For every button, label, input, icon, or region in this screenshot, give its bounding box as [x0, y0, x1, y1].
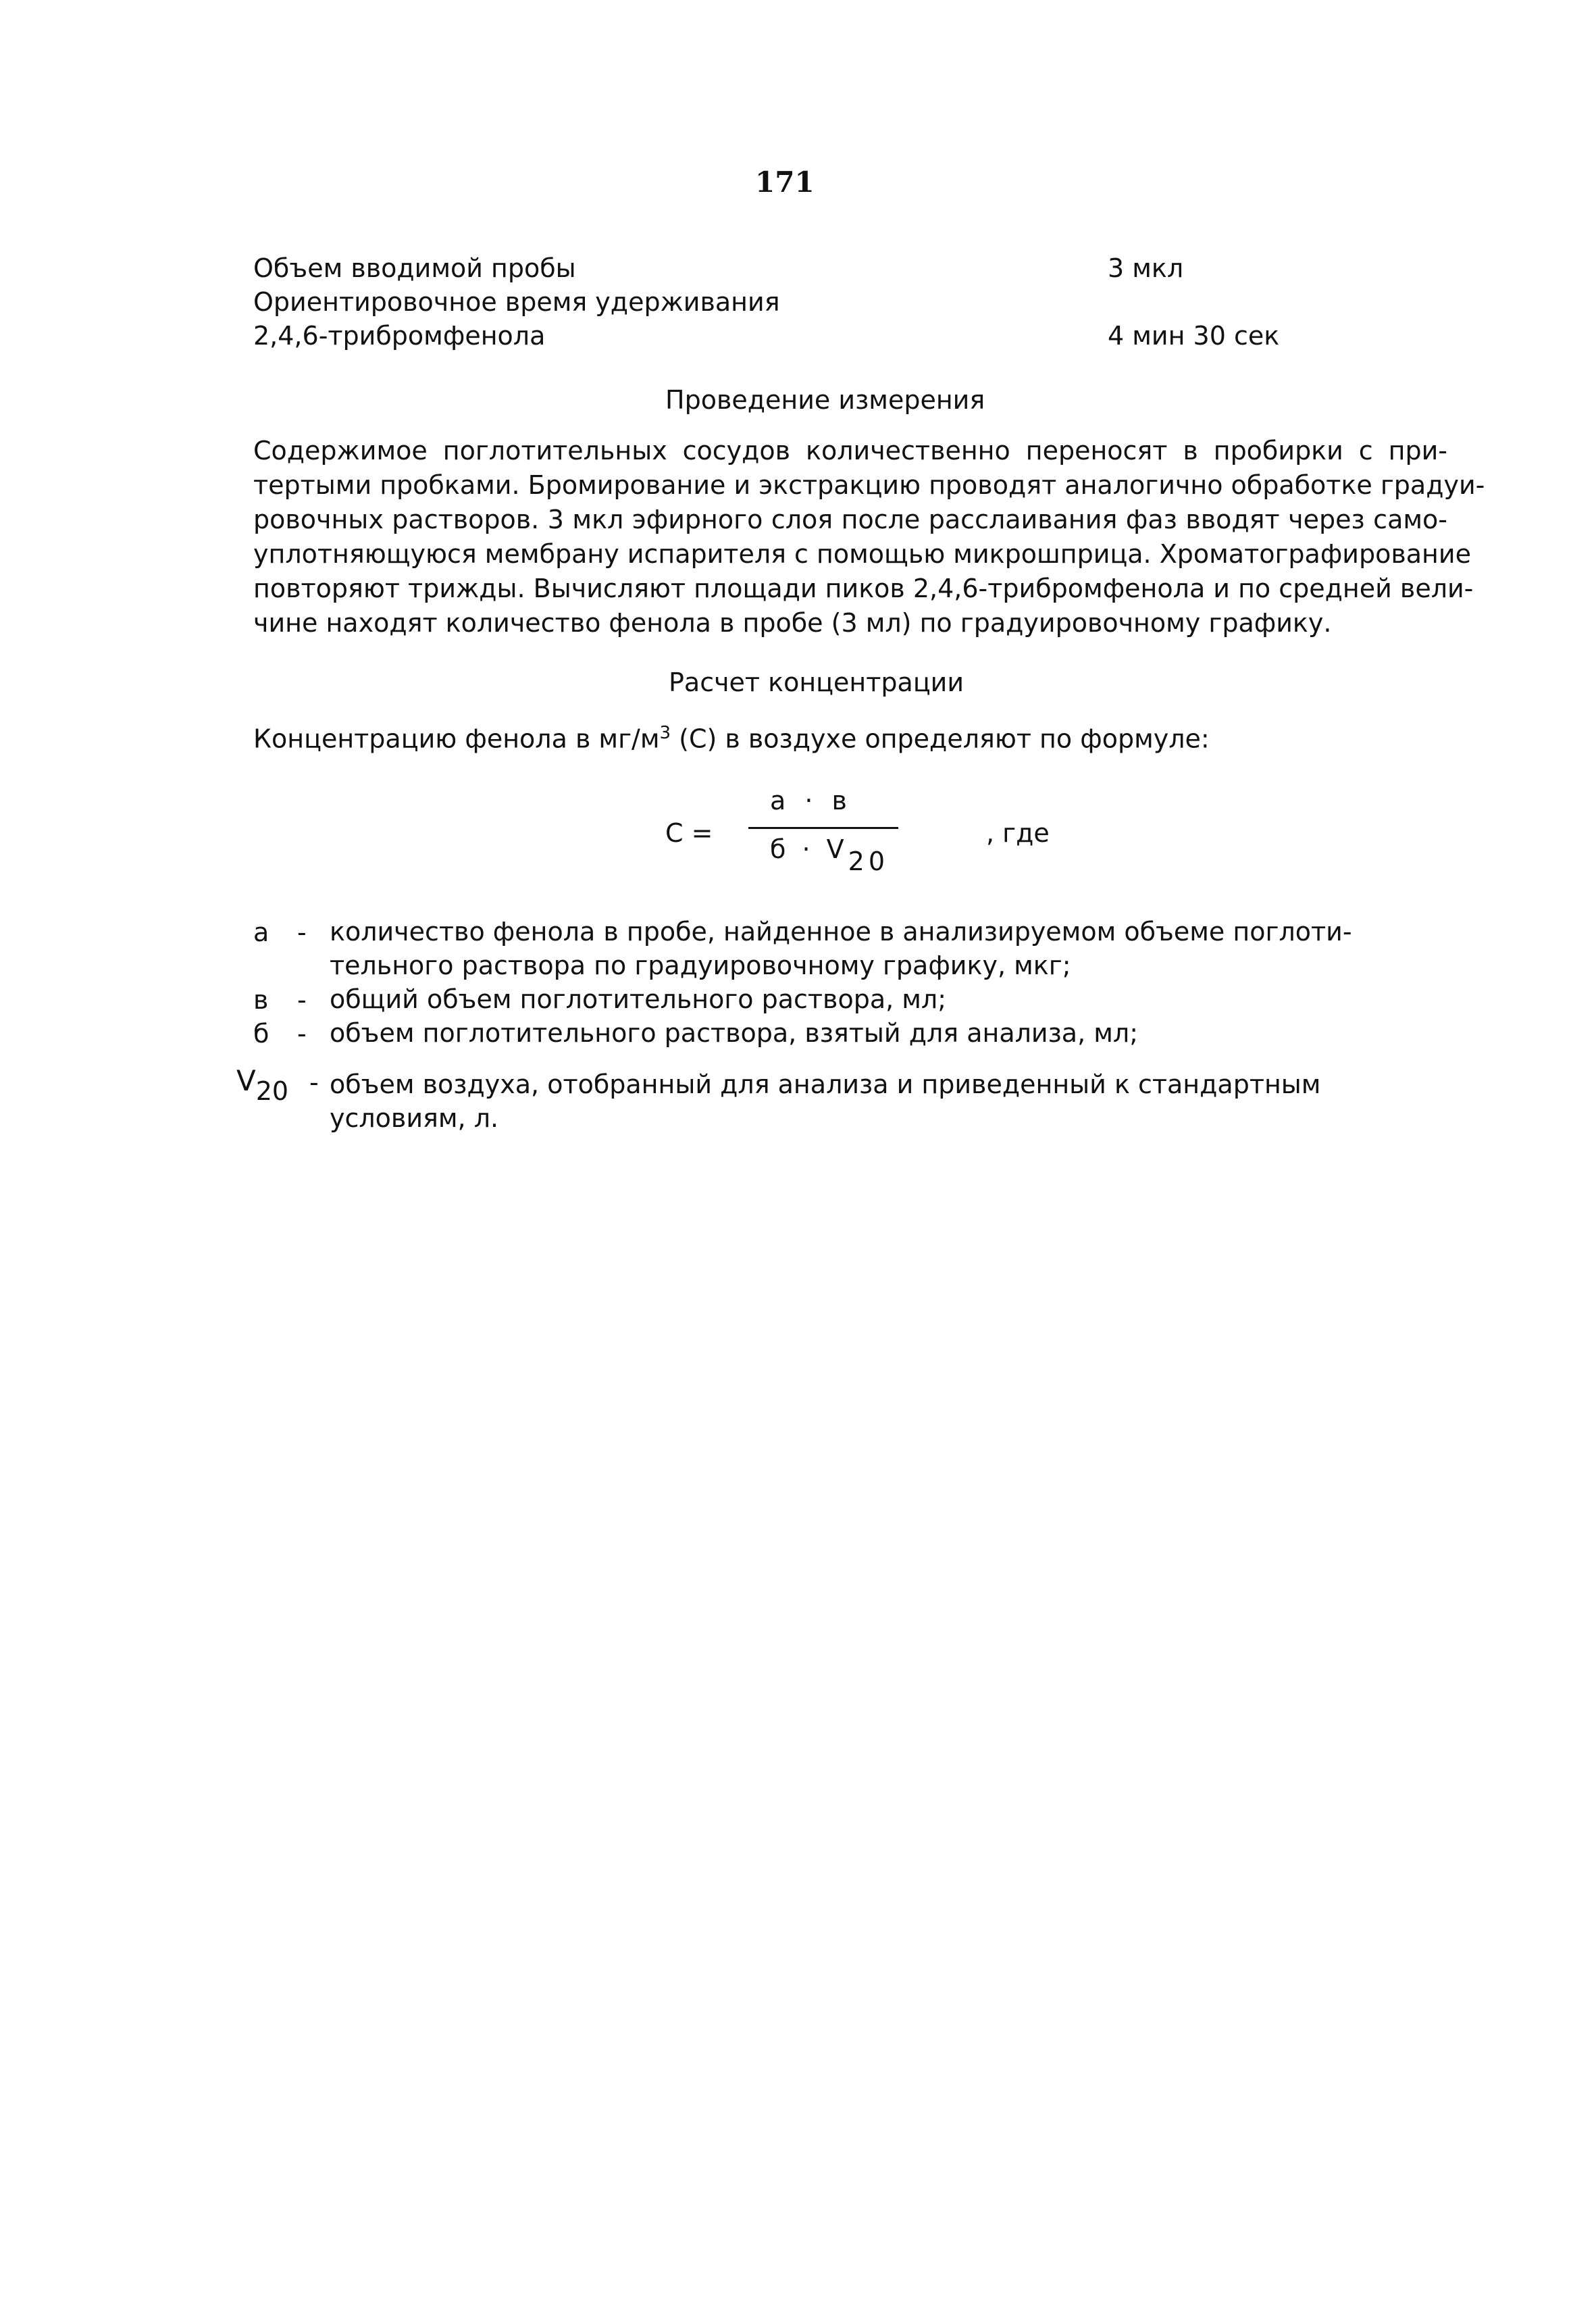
calculation-intro — [253, 716, 1210, 756]
definition-symbol — [236, 1064, 289, 1106]
param-row2-value: 4 мин 30 сек — [1108, 321, 1280, 351]
definition-text-line1: объем воздуха, отобранный для анализа и приведенный к стандартным — [330, 1070, 1321, 1099]
definition-text-line2: тельного раствора по градуировочному графику, мкг; — [330, 951, 1071, 980]
definition-dash: - — [297, 985, 307, 1015]
page-number: 171 — [755, 166, 815, 199]
formula-denominator — [770, 832, 890, 876]
param-row1-value: 3 мкл — [1108, 253, 1184, 283]
definition-dash: - — [297, 917, 307, 947]
intro-text-after: (С) в воздухе определяют по формуле: — [671, 724, 1210, 754]
definition-text-line1: количество фенола в пробе, найденное в анализируемом объеме поглоти- — [330, 917, 1352, 947]
denominator-subscript: 20 — [848, 847, 890, 876]
paragraph-line: ровочных растворов. 3 мкл эфирного слоя после расслаивания фаз вводят через само- — [253, 505, 1447, 534]
measurement-paragraph — [253, 434, 1485, 640]
definition-text-line2: условиям, л. — [330, 1103, 499, 1133]
fraction-bar — [748, 827, 898, 829]
calculation-heading: Расчет концентрации — [669, 668, 964, 697]
paragraph-line: чине находят количество фенола в пробе (3 мл) по градуировочному графику. — [253, 608, 1332, 638]
denominator-main: б · V — [770, 834, 848, 864]
paragraph-line: Содержимое поглотительных сосудов количественно переносят в пробирки с при- — [253, 436, 1447, 466]
paragraph-line: повторяют трижды. Вычисляют площади пиков 2,4,6-трибромфенола и по средней вели- — [253, 574, 1474, 603]
definition-symbol: а — [253, 917, 269, 947]
param-row2-label-line2: 2,4,6-трибромфенола — [253, 321, 546, 351]
param-row2-label-line1: Ориентировочное время удерживания — [253, 287, 780, 317]
definition-text-line1: объем поглотительного раствора, взятый для анализа, мл; — [330, 1018, 1138, 1048]
formula-lhs: С = — [665, 818, 713, 848]
definition-symbol: б — [253, 1019, 269, 1049]
paragraph-line: уплотняющуюся мембрану испарителя с помощью микрошприца. Хроматографирование — [253, 539, 1471, 569]
intro-text-before: Концентрацию фенола в мг/м — [253, 724, 660, 754]
formula-suffix: , где — [986, 818, 1050, 848]
definition-text-line1: общий объем поглотительного раствора, мл; — [330, 984, 947, 1014]
formula-numerator: а · в — [770, 786, 852, 815]
definition-symbol: в — [253, 985, 269, 1015]
paragraph-line: тертыми пробками. Бромирование и экстракцию проводят аналогично обработке градуи- — [253, 470, 1485, 500]
definition-dash: - — [309, 1067, 319, 1097]
intro-superscript: 3 — [659, 723, 671, 743]
definition-dash: - — [297, 1019, 307, 1049]
definition-symbol-main: V — [236, 1064, 256, 1097]
param-row1-label: Объем вводимой пробы — [253, 253, 576, 283]
definition-symbol-subscript: 20 — [255, 1076, 289, 1106]
measurement-heading: Проведение измерения — [665, 385, 985, 415]
